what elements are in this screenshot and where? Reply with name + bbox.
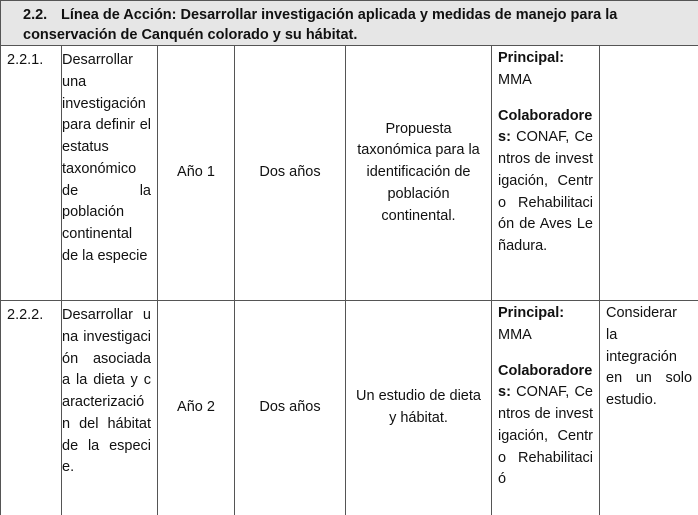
start-year: Año 1: [158, 46, 235, 301]
section-title: Línea de Acción: Desarrollar investigación aplicada y medidas de manejo para la conservación de Canquén colorado y su hábitat.: [23, 7, 617, 43]
action-description: Desarrollar una investigación asociada a la dieta y caracterización del hábitat de la especie.: [62, 301, 158, 515]
observations: Considerar la integración en un solo estudio.: [600, 301, 698, 515]
table-row: [1, 301, 698, 515]
expected-product: Un estudio de dieta y hábitat.: [346, 301, 492, 515]
collaborators-label: Colaboradores:: [498, 363, 592, 401]
principal-label: Principal:: [498, 48, 593, 70]
principal-label: Principal:: [498, 303, 593, 325]
section-header: [1, 1, 698, 46]
observations: [600, 46, 698, 301]
duration: Dos años: [235, 46, 346, 301]
start-year: Año 2: [158, 301, 235, 515]
expected-product: Propuesta taxonómica para la identificación de población continental.: [346, 46, 492, 301]
collaborators-value: CONAF, Centros de investigación, Centro Rehabilitación de Aves Leñadura.: [498, 129, 593, 254]
responsible-cell: [492, 46, 600, 301]
section-number: 2.2.: [23, 5, 61, 25]
principal-value: MMA: [498, 70, 593, 92]
action-description: Desarrollar una investigación para definir el estatus taxonómico de la población continental de la especie: [62, 46, 158, 301]
collaborators-label: Colaboradores:: [498, 108, 592, 146]
collaborators-value: CONAF, Centros de investigación, Centro Rehabilitació: [498, 384, 593, 487]
responsible-cell: [492, 301, 600, 515]
row-id: 2.2.2.: [1, 301, 62, 515]
duration: Dos años: [235, 301, 346, 515]
table-row: [1, 46, 698, 301]
row-id: 2.2.1.: [1, 46, 62, 301]
principal-value: MMA: [498, 325, 593, 347]
